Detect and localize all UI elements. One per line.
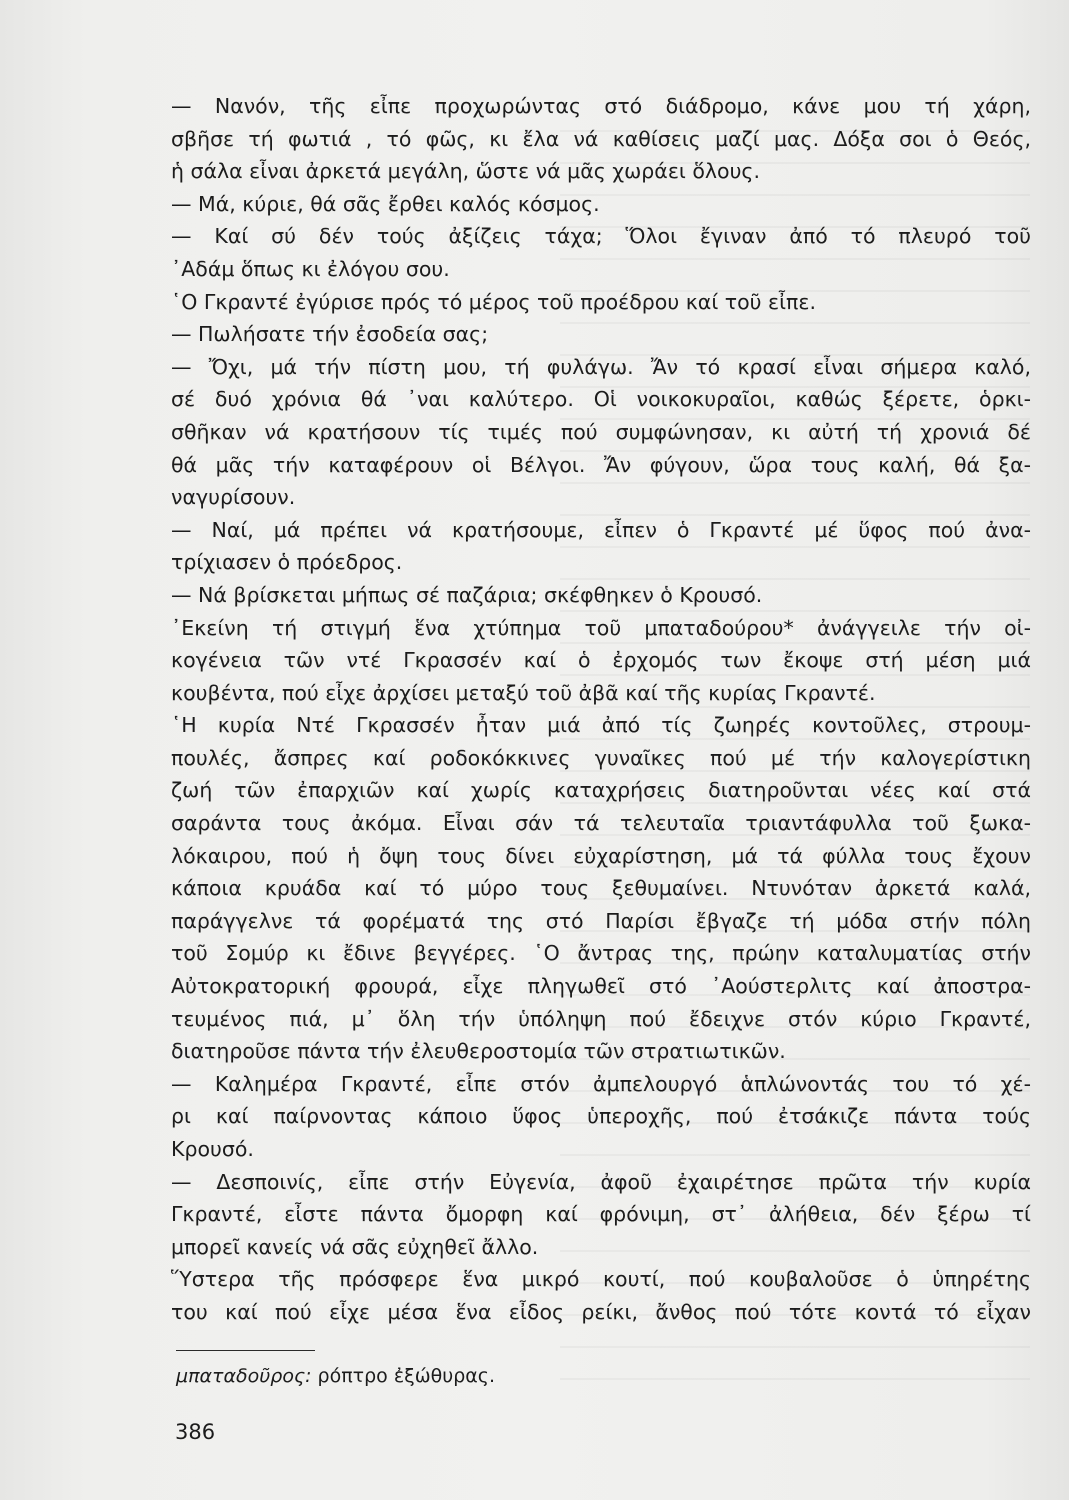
text-line: λόκαιρου, πού ἡ ὄψη τους δίνει εὐχαρίστηση, μά τά φύλλα τους ἔχουν [171,843,1031,868]
text-line: του καί πού εἶχε μέσα ἕνα εἶδος ρείκι, ἄνθος πού τότε κοντά τό εἶχαν [171,1299,1031,1324]
text-line: Ὕστερα τῆς πρόσφερε ἕνα μικρό κουτί, πού κουβαλοῦσε ὁ ὑπηρέτης [171,1267,1031,1292]
text-line: σαράντα τους ἀκόμα. Εἶναι σάν τά τελευταῖα τριαντάφυλλα τοῦ ξωκα- [171,811,1031,836]
text-line: — Μά, κύριε, θά σᾶς ἔρθει καλός κόσμος. [171,191,600,216]
text-line: — Νανόν, τῆς εἶπε προχωρώντας στό διάδρομο, κάνε μου τή χάρη, [171,94,1031,118]
footnote-divider [176,1350,315,1351]
text-line: ῾Η κυρία Ντέ Γκρασσέν ἦταν μιά ἀπό τίς ζωηρές κοντοῦλες, στρουμ- [171,713,1031,738]
text-line: Κρουσό. [171,1137,254,1161]
text-line: τευμένος πιά, μ᾽ ὅλη τήν ὑπόληψη πού ἔδειχνε στόν κύριο Γκραντέ, [171,1006,1031,1031]
text-line: — Καί σύ δέν τούς ἀξίζεις τάχα; Ὅλοι ἔγιναν ἀπό τό πλευρό τοῦ [171,224,1031,249]
text-line: Γκραντέ, εἶστε πάντα ὄμορφη καί φρόνιμη, στ᾽ ἀλήθεια, δέν ξέρω τί [171,1202,1031,1227]
text-line: Αὐτοκρατορική φρουρά, εἶχε πληγωθεῖ στό ᾿Αούστερλιτς καί ἀποστρα- [171,974,1031,999]
footnote-term: μπαταδοῦρος: [176,1365,312,1387]
text-line: ῾Ο Γκραντέ ἐγύρισε πρός τό μέρος τοῦ προέδρου καί τοῦ εἶπε. [171,289,816,314]
text-line: — Καλημέρα Γκραντέ, εἶπε στόν ἀμπελουργό ἁπλώνοντάς του τό χέ- [171,1071,1031,1096]
text-line: ρι καί παίρνοντας κάποιο ὕφος ὑπεροχῆς, πού ἐτσάκιζε πάντα τούς [171,1104,1031,1129]
text-line: μπορεῖ κανείς νά σᾶς εὐχηθεῖ ἄλλο. [171,1234,539,1259]
body-text [171,90,1031,1329]
text-line: — Νά βρίσκεται μήπως σέ παζάρια; σκέφθηκεν ὁ Κρουσό. [171,582,763,607]
text-line: παράγγελνε τά φορέματά της στό Παρίσι ἔβγαζε τή μόδα στήν πόλη [171,908,1031,933]
text-line: — Ὄχι, μά τήν πίστη μου, τή φυλάγω. Ἄν τό κρασί εἶναι σήμερα καλό, [171,354,1031,379]
text-line: σθῆκαν νά κρατήσουν τίς τιμές πού συμφώνησαν, κι αὐτή τή χρονιά δέ [171,419,1031,444]
text-line: κουβέντα, πού εἶχε ἀρχίσει μεταξύ τοῦ ἀβᾶ καί τῆς κυρίας Γκραντέ. [171,680,876,705]
text-line: ᾿Εκείνη τή στιγμή ἕνα χτύπημα τοῦ μπαταδούρου* ἀνάγγειλε τήν οἰ- [171,615,1031,640]
text-line: — Ναί, μά πρέπει νά κρατήσουμε, εἶπεν ὁ Γκραντέ μέ ὕφος πού ἀνα- [171,517,1031,542]
text-line: ζωή τῶν ἐπαρχιῶν καί χωρίς καταχρήσεις διατηροῦνται νέες καί στά [171,778,1031,803]
text-line: — Πωλήσατε τήν ἐσοδεία σας; [171,322,489,347]
text-line: σέ δυό χρόνια θά ᾽ναι καλύτερο. Οἱ νοικοκυραῖοι, καθώς ξέρετε, ὁρκι- [171,387,1031,412]
text-line: τρίχιασεν ὁ πρόεδρος. [171,550,403,575]
text-line: ᾿Αδάμ ὅπως κι ἐλόγου σου. [171,256,450,281]
text-line: ἡ σάλα εἶναι ἀρκετά μεγάλη, ὥστε νά μᾶς χωράει ὅλους. [171,159,760,184]
text-line: διατηροῦσε πάντα τήν ἐλευθεροστομία τῶν στρατιωτικῶν. [171,1039,786,1064]
text-line: πουλές, ἄσπρες καί ροδοκόκκινες γυναῖκες πού μέ τήν καλογερίστικη [171,745,1031,770]
text-line: ναγυρίσουν. [171,485,296,510]
footnote [176,1362,495,1390]
text-line: — Δεσποινίς, εἶπε στήν Εὐγενία, ἀφοῦ ἐχαιρέτησε πρῶτα τήν κυρία [171,1169,1031,1194]
text-line: κάποια κρυάδα καί τό μύρο τους ξεθυμαίνει. Ντυνόταν ἀρκετά καλά, [171,876,1031,901]
text-line: θά μᾶς τήν καταφέρουν οἱ Βέλγοι. Ἄν φύγουν, ὥρα τους καλή, θά ξα- [171,452,1031,477]
text-line: τοῦ Σομύρ κι ἔδινε βεγγέρες. ῾Ο ἄντρας της, πρώην καταλυματίας στήν [171,941,1031,966]
page-number: 386 [175,1420,216,1444]
text-line: κογένεια τῶν ντέ Γκρασσέν καί ὁ ἐρχομός των ἔκοψε στή μέση μιά [171,648,1031,673]
text-line: σβῆσε τή φωτιά , τό φῶς, κι ἔλα νά καθίσεις μαζί μας. Δόξα σοι ὁ Θεός, [171,126,1031,151]
footnote-definition: ρόπτρο ἐξώθυρας. [311,1365,495,1387]
